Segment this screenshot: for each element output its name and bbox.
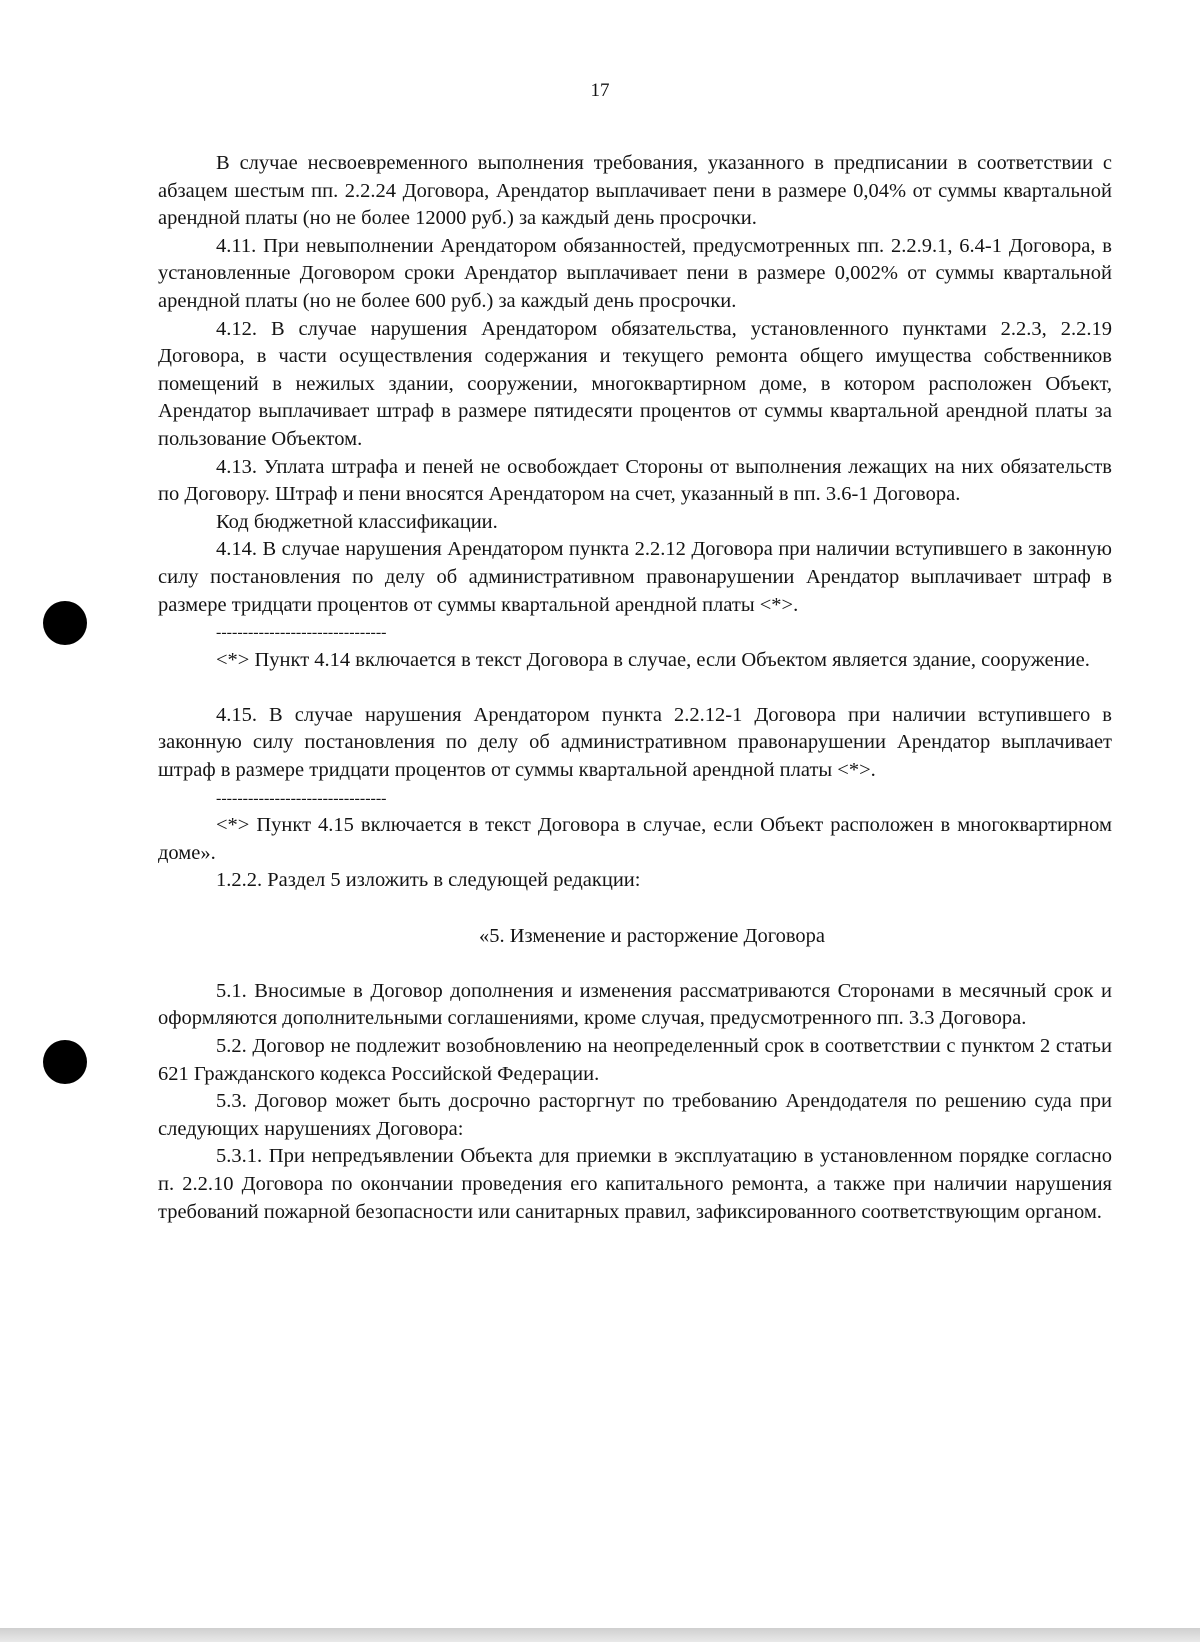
paragraph-4-12: 4.12. В случае нарушения Арендатором обязательства, установленного пунктами 2.2.3, 2.2.19 Договора, в части осуществления содержания и текущего ремонта общего имущества собственников помещений в нежилых здании, сооружении, многоквартирном доме, в котором расположен Объект, Арендатор выплачивает штраф в размере пятидесяти процентов от суммы квартальной арендной платы за пользование Объектом. <box>158 317 1112 450</box>
footnote-separator: -------------------------------- <box>216 624 387 642</box>
paragraph-1-2-2: 1.2.2. Раздел 5 изложить в следующей редакции: <box>216 869 641 892</box>
punch-hole <box>43 601 87 645</box>
paragraph-4-15: 4.15. В случае нарушения Арендатором пункта 2.2.12-1 Договора при наличии вступившего в законную силу постановления по делу об административном правонарушении Арендатор выплачивает штраф в размере тридцати процентов от суммы квартальной арендной платы <*>. <box>158 703 1112 782</box>
footnote-4-15: <*> Пункт 4.15 включается в текст Договора в случае, если Объект расположен в многоквартирном доме». <box>158 814 1112 864</box>
paragraph-5-3: 5.3. Договор может быть досрочно расторгнут по требованию Арендодателя по решению суда при следующих нарушениях Договора: <box>158 1090 1112 1140</box>
blank-line <box>158 950 1112 978</box>
paragraph-5-2: 5.2. Договор не подлежит возобновлению на неопределенный срок в соответствии с пунктом 2 статьи 621 Гражданского кодекса Российской Федерации. <box>158 1035 1112 1085</box>
section-5-heading: «5. Изменение и расторжение Договора <box>478 924 826 947</box>
paragraph-5-3-1: 5.3.1. При непредъявлении Объекта для приемки в эксплуатацию в установленном порядке согласно п. 2.2.10 Договора по окончании проведения его капитального ремонта, а также при наличии нарушения требований пожарной безопасности или санитарных правил, зафиксированного соответствующим органом. <box>158 1145 1112 1223</box>
paragraph-4-13: 4.13. Уплата штрафа и пеней не освобождает Стороны от выполнения лежащих на них обязательств по Договору. Штраф и пени вносятся Арендатором на счет, указанный в пп. 3.6-1 Договора. <box>158 455 1112 506</box>
paragraph-4-11: 4.11. При невыполнении Арендатором обязанностей, предусмотренных пп. 2.2.9.1, 6.4-1 Договора, в установленные Договором сроки Арендатор выплачивает пени в размере 0,002% от суммы квартальной арендной платы (но не более 600 руб.) за каждый день просрочки. <box>158 234 1112 312</box>
punch-hole <box>43 1040 87 1084</box>
footnote-separator: -------------------------------- <box>216 789 387 807</box>
scan-bottom-edge <box>0 1628 1200 1642</box>
page-number: 17 <box>590 80 610 101</box>
paragraph-penalty-prescription: В случае несвоевременного выполнения требования, указанного в предписании в соответствии с абзацем шестым пп. 2.2.24 Договора, Арендатор выплачивает пени в размере 0,04% от суммы квартальной арендной платы (но не более 12000 руб.) за каждый день просрочки. <box>158 152 1112 230</box>
paragraph-budget-code: Код бюджетной классификации. <box>216 510 498 533</box>
blank-line <box>158 895 1112 923</box>
document-body <box>158 150 1112 1226</box>
paragraph-4-14: 4.14. В случае нарушения Арендатором пункта 2.2.12 Договора при наличии вступившего в законную силу постановления по делу об административном правонарушении Арендатор выплачивает штраф в размере тридцати процентов от суммы квартальной арендной платы <*>. <box>158 538 1112 616</box>
footnote-4-14: <*> Пункт 4.14 включается в текст Договора в случае, если Объектом является здание, сооружение. <box>216 648 1090 671</box>
blank-line <box>158 674 1112 702</box>
paragraph-5-1: 5.1. Вносимые в Договор дополнения и изменения рассматриваются Сторонами в месячный срок и оформляются дополнительными соглашениями, кроме случая, предусмотренного пп. 3.3 Договора. <box>158 979 1112 1030</box>
